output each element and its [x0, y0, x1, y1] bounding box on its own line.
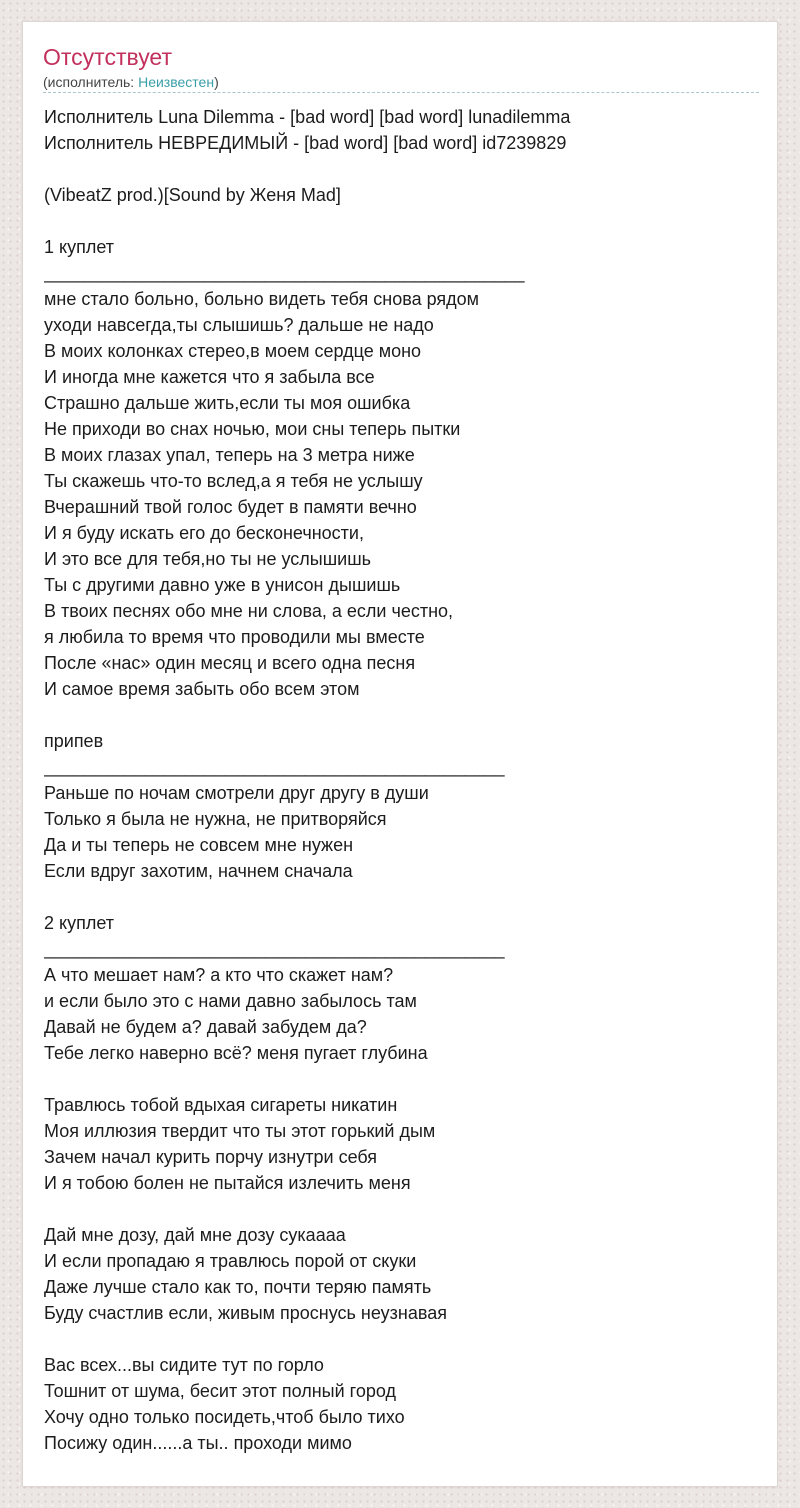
- lyric-line: Посижу один......а ты.. проходи мимо: [44, 1433, 352, 1453]
- lyric-line: И самое время забыть обо всем этом: [44, 679, 360, 699]
- lyric-line: Вас всех...вы сидите тут по горло: [44, 1355, 324, 1375]
- lyric-line: Только я была не нужна, не притворяйся: [44, 809, 387, 829]
- lyric-line: В твоих песнях обо мне ни слова, а если честно,: [44, 601, 454, 621]
- lyric-line: Вчерашний твой голос будет в памяти вечно: [44, 497, 417, 517]
- lyric-line: Травлюсь тобой вдыхая сигареты никатин: [44, 1095, 398, 1115]
- lyric-line: Даже лучше стало как то, почти теряю память: [44, 1277, 432, 1297]
- lyric-line: В моих колонках стерео,в моем сердце моно: [44, 341, 422, 361]
- lyric-line: припев: [44, 731, 104, 751]
- artist-suffix: ): [214, 74, 219, 90]
- lyric-line: Ты с другими давно уже в унисон дышишь: [44, 575, 401, 595]
- lyric-line: И иногда мне кажется что я забыла все: [44, 367, 375, 387]
- lyric-blank-line: [44, 1326, 760, 1352]
- lyric-line: Страшно дальше жить,если ты моя ошибка: [44, 393, 411, 413]
- lyric-blank-line: [44, 702, 760, 728]
- lyric-line: А что мешает нам? а кто что скажет нам?: [44, 965, 394, 985]
- lyric-line: Моя иллюзия твердит что ты этот горький дым: [44, 1121, 436, 1141]
- lyric-line: Хочу одно только посидеть,чтоб было тихо: [44, 1407, 405, 1427]
- artist-link[interactable]: Неизвестен: [138, 74, 215, 90]
- lyric-line: Если вдруг захотим, начнем сначала: [44, 861, 353, 881]
- lyric-line: ______________________________________________: [44, 939, 505, 959]
- lyric-blank-line: [44, 1196, 760, 1222]
- lyric-line: ________________________________________________: [44, 263, 525, 283]
- lyric-line: Раньше по ночам смотрели друг другу в души: [44, 783, 429, 803]
- lyric-line: Зачем начал курить порчу изнутри себя: [44, 1147, 378, 1167]
- lyric-line: Буду счастлив если, живым проснусь неузнавая: [44, 1303, 447, 1323]
- lyric-line: 2 куплет: [44, 913, 114, 933]
- lyric-line: И я тобою болен не пытайся излечить меня: [44, 1173, 411, 1193]
- song-title: Отсутствует: [43, 44, 172, 70]
- lyric-line: Тошнит от шума, бесит этот полный город: [44, 1381, 396, 1401]
- lyrics-text: [44, 104, 760, 1456]
- lyric-line: Ты скажешь что-то вслед,а я тебя не услышу: [44, 471, 423, 491]
- lyric-line: Тебе легко наверно всё? меня пугает глубина: [44, 1043, 428, 1063]
- lyric-line: И если пропадаю я травлюсь порой от скуки: [44, 1251, 417, 1271]
- lyric-line: Дай мне дозу, дай мне дозу сукаааа: [44, 1225, 346, 1245]
- lyric-line: и если было это с нами давно забылось там: [44, 991, 417, 1011]
- lyric-line: Не приходи во снах ночью, мои сны теперь пытки: [44, 419, 461, 439]
- lyric-line: уходи навсегда,ты слышишь? дальше не надо: [44, 315, 434, 335]
- lyric-blank-line: [44, 884, 760, 910]
- lyric-blank-line: [44, 156, 760, 182]
- lyric-line: я любила то время что проводили мы вместе: [44, 627, 425, 647]
- lyrics-panel: [22, 21, 778, 1487]
- lyric-line: В моих глазах упал, теперь на 3 метра ниже: [44, 445, 415, 465]
- lyric-line: И это все для тебя,но ты не услышишь: [44, 549, 372, 569]
- lyric-line: Исполнитель НЕВРЕДИМЫЙ - [bad word] [bad word] id7239829: [44, 133, 567, 153]
- title-divider: [43, 92, 759, 93]
- artist-prefix: (исполнитель:: [43, 74, 139, 90]
- artist-line: [43, 73, 219, 91]
- lyric-blank-line: [44, 208, 760, 234]
- lyric-line: (VibeatZ prod.)[Sound by Женя Mad]: [44, 185, 341, 205]
- lyric-line: Да и ты теперь не совсем мне нужен: [44, 835, 354, 855]
- lyric-line: 1 куплет: [44, 237, 114, 257]
- lyric-line: После «нас» один месяц и всего одна песня: [44, 653, 416, 673]
- lyric-line: Давай не будем а? давай забудем да?: [44, 1017, 367, 1037]
- lyric-blank-line: [44, 1066, 760, 1092]
- lyric-line: мне стало больно, больно видеть тебя снова рядом: [44, 289, 480, 309]
- lyric-line: ______________________________________________: [44, 757, 505, 777]
- lyric-line: Исполнитель Luna Dilemma - [bad word] [bad word] lunadilemma: [44, 107, 571, 127]
- lyric-line: И я буду искать его до бесконечности,: [44, 523, 364, 543]
